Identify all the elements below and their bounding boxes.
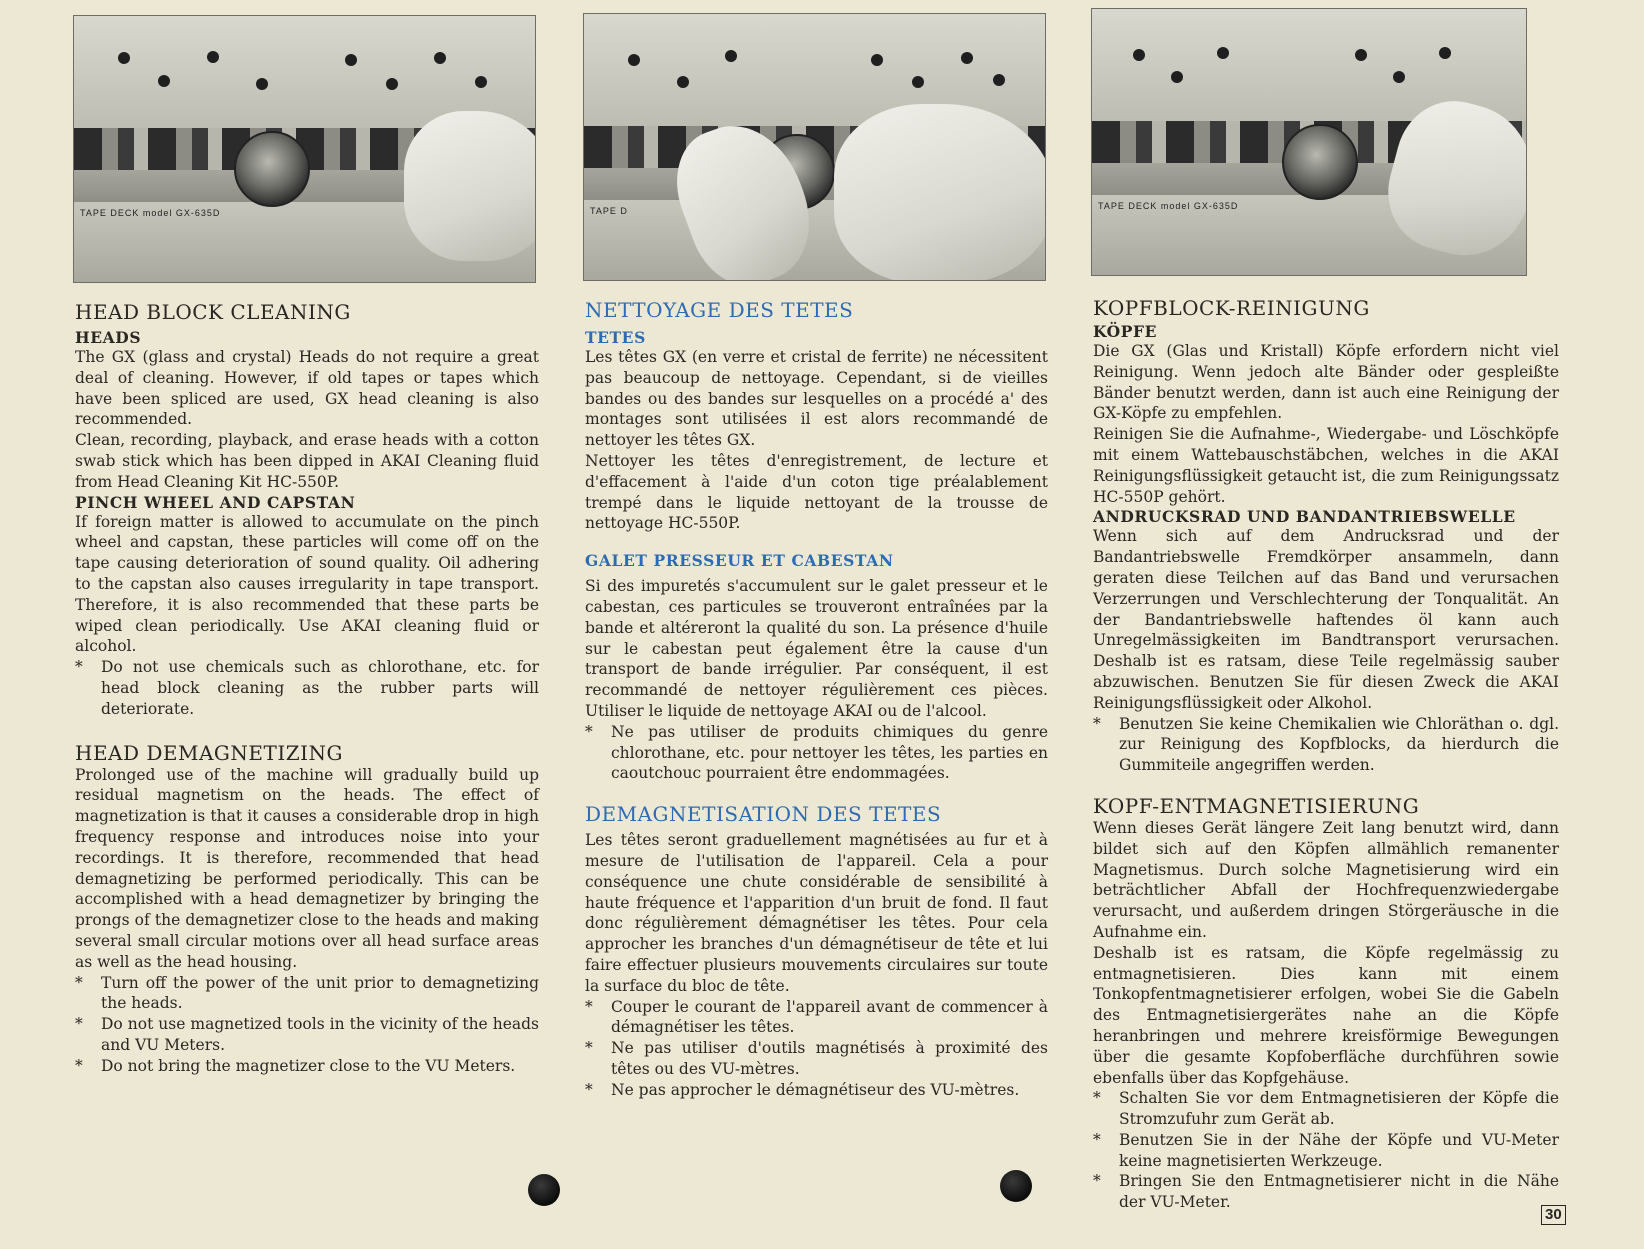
heads-paragraph: The GX (glass and crystal) Heads do not require a great deal of cleaning. However, if old tapes or tapes which have been spliced are used, GX head cleaning is also recommended. (75, 348, 539, 429)
heads-paragraph: Reinigen Sie die Aufnahme-, Wiedergabe- und Löschköpfe mit einem Wattebauschstäbchen, welches in die AKAI Reinigungsflüssigkeit getaucht ist, die zum Reinigungssatz HC-550P gehört. (1093, 425, 1559, 506)
note-text: Ne pas utiliser d'outils magnétisés à proximité des têtes ou des VU-mètres. (611, 1039, 1048, 1078)
german-column (1093, 296, 1559, 1213)
note (585, 1038, 1048, 1080)
note (585, 997, 1048, 1039)
note-marker: * (585, 1080, 593, 1099)
photo-model-label: TAPE DECK model GX-635D (80, 208, 221, 219)
note-marker: * (585, 722, 593, 741)
note (1093, 1088, 1559, 1130)
note-text: Ne pas utiliser de produits chimiques du genre chlorothane, etc. pour nettoyer les têtes, les parties en caoutchouc pourraient être endommagées. (611, 722, 1048, 783)
note (1093, 714, 1559, 776)
note-text: Turn off the power of the unit prior to demagnetizing the heads. (101, 973, 539, 1013)
binder-hole (528, 1174, 560, 1206)
demag-title: KOPF-ENTMAGNETISIERUNG (1093, 793, 1420, 818)
head-block-title: KOPFBLOCK-REINIGUNG (1093, 296, 1370, 320)
note (75, 1014, 539, 1056)
pinch-paragraph: Wenn sich auf dem Andrucksrad und der Bandantriebswelle Fremdkörper ansammeln, dann geraten diese Teilchen auf das Band und verursachen Verzerrungen und Verschlechterung der Tonqualität. An der Bandantriebswelle haftendes öl kann auch Unregelmässigkeiten im Bandtransport verursachen. Deshalb ist es ratsam, diese Teile regelmässig sauber abzuwischen. Benutzen Sie für diesen Zweck die AKAI Reinigungsflüssigkeit oder Alkohol. (1093, 527, 1559, 712)
demag-paragraph: Les têtes seront graduellement magnétisées au fur et à mesure de l'utilisation de l'appareil. Cela a pour conséquence une chute considérable de sensibilité à haute fréquence et l'apparition d'un bruit de fond. Il faut donc régulièrement démagnétiser les têtes. Pour cela approcher les branches d'un démagnétiseur de tête et lui faire effectuer plusieurs mouvements circulaires sur toute la surface du bloc de tête. (585, 831, 1048, 995)
note-marker: * (75, 1015, 83, 1034)
note-text: Benutzen Sie in der Nähe der Köpfe und VU-Meter keine magnetisierten Werkzeuge. (1119, 1130, 1559, 1170)
note (1093, 1130, 1559, 1172)
demag-title: DEMAGNETISATION DES TETES (585, 802, 942, 827)
heads-subtitle: KÖPFE (1093, 322, 1158, 341)
french-column (585, 298, 1048, 1101)
note (585, 1080, 1048, 1101)
heads-paragraph: Nettoyer les têtes d'enregistrement, de lecture et d'effacement à l'aide d'un coton tige préalablement trempé dans le liquide nettoyant de la trousse de nettoyage HC-550P. (585, 451, 1048, 533)
head-block-title: NETTOYAGE DES TETES (585, 298, 854, 322)
pinch-subtitle: GALET PRESSEUR ET CABESTAN (585, 551, 894, 571)
english-column (75, 300, 539, 1077)
note-marker: * (585, 997, 593, 1016)
note-text: Do not bring the magnetizer close to the VU Meters. (101, 1056, 516, 1075)
note-text: Do not use chemicals such as chlorothane, etc. for head block cleaning as the rubber parts will deteriorate. (101, 658, 539, 718)
demag-paragraph: Wenn dieses Gerät längere Zeit lang benutzt wird, dann bildet sich auf den Köpfen allmählich remanenter Magnetismus. Durch solche Magnetisierung wird ein beträchtlicher Abfall der Hochfrequenzwiedergabe verursacht, und außerdem dringen Störgeräusche in die Aufnahme ein. (1093, 818, 1559, 941)
demag-paragraph: Deshalb ist es ratsam, die Köpfe regelmässig zu entmagnetisieren. Dies kann mit einem Tonkopfentmagnetisierer erfolgen, wobei Sie die Gabeln des Entmagnetisiergerätes nahe an die Köpfe heranbringen und mehrere kreisförmige Bewegungen über die gesamte Kopfoberfläche durchführen sowie ebenfalls über das Kopfgehäuse. (1093, 943, 1559, 1087)
photo-head-demagnetizing (1091, 8, 1527, 276)
note-text: Ne pas approcher le démagnétiseur des VU-mètres. (611, 1080, 1020, 1099)
photo-model-label: TAPE D (590, 206, 628, 217)
note-marker: * (1093, 1089, 1101, 1108)
note-text: Benutzen Sie keine Chemikalien wie Chloräthan o. dgl. zur Reinigung des Kopfblocks, da hierdurch die Gummiteile angegriffen werden. (1119, 714, 1559, 775)
binder-hole (1000, 1170, 1032, 1202)
heads-subtitle: HEADS (75, 328, 142, 347)
note-marker: * (585, 1039, 593, 1058)
note-text: Bringen Sie den Entmagnetisierer nicht in die Nähe der VU-Meter. (1119, 1172, 1559, 1212)
note-marker: * (1093, 714, 1101, 733)
note (585, 722, 1048, 784)
note-text: Do not use magnetized tools in the vicinity of the heads and VU Meters. (101, 1015, 539, 1054)
pinch-subtitle: PINCH WHEEL AND CAPSTAN (75, 492, 356, 512)
heads-subtitle: TETES (585, 328, 646, 347)
heads-paragraph: Les têtes GX (en verre et cristal de ferrite) ne nécessitent pas beaucoup de nettoyage. Cependant, si de vieilles bandes ou des bandes sur lesquelles on a procédé a' des montages sont utilisées il est alors recommandé de nettoyer les têtes GX. (585, 348, 1048, 450)
note-marker: * (1093, 1172, 1101, 1191)
note-marker: * (75, 1056, 83, 1075)
note (75, 973, 539, 1015)
heads-paragraph: Die GX (Glas und Kristall) Köpfe erfordern nicht viel Reinigung. Wenn jedoch alte Bänder oder gespleißte Bänder benutzt werden, dann ist auch eine Reinigung der GX-Köpfe zu empfehlen. (1093, 342, 1559, 423)
photo-head-cleaning (73, 15, 536, 283)
heads-paragraph: Clean, recording, playback, and erase heads with a cotton swab stick which has been dipped in AKAI Cleaning fluid from Head Cleaning Kit HC-550P. (75, 431, 539, 491)
note-marker: * (75, 973, 83, 992)
demag-title: HEAD DEMAGNETIZING (75, 740, 344, 765)
note-marker: * (75, 658, 83, 677)
pinch-subtitle: ANDRUCKSRAD UND BANDANTRIEBSWELLE (1093, 507, 1516, 527)
pinch-paragraph: If foreign matter is allowed to accumulate on the pinch wheel and capstan, these particles will come off on the tape causing deterioration of sound quality. Oil adhering to the capstan also causes irregularity in tape transport. Therefore, it is also recommended that these parts be wiped clean periodically. Use AKAI cleaning fluid or alcohol. (75, 512, 539, 656)
note-marker: * (1093, 1130, 1101, 1149)
pinch-paragraph: Si des impuretés s'accumulent sur le galet presseur et le cabestan, ces particules se trouveront entraînées par la bande et altéreront la qualité du son. La présence d'huile sur le cabestan peut également être la cause d'un transport de bande irrégulier. Par conséquent, il est recommandé de nettoyer régulièrement ces pièces. Utiliser le liquide de nettoyage AKAI ou de l'alcool. (585, 577, 1048, 720)
photo-model-label: TAPE DECK model GX-635D (1098, 201, 1239, 212)
note (75, 657, 539, 719)
demag-paragraph: Prolonged use of the machine will gradually build up residual magnetism on the heads. The effect of magnetization is that it causes a considerable drop in high frequency response and introduces noise into your recordings. It is therefore, recommended that head demagnetizing be performed periodically. This can be accomplished with a head demagnetizer by bringing the prongs of the demagnetizer close to the heads and making several small circular motions over all head surface areas as well as the head housing. (75, 765, 539, 971)
note-text: Couper le courant de l'appareil avant de commencer à démagnétiser les têtes. (611, 997, 1048, 1037)
note-text: Schalten Sie vor dem Entmagnetisieren der Köpfe die Stromzufuhr zum Gerät ab. (1119, 1089, 1559, 1129)
head-block-title: HEAD BLOCK CLEANING (75, 300, 351, 324)
photo-head-wiping (583, 13, 1046, 281)
note (1093, 1171, 1559, 1213)
note (75, 1056, 539, 1077)
page-number: 30 (1541, 1205, 1566, 1225)
